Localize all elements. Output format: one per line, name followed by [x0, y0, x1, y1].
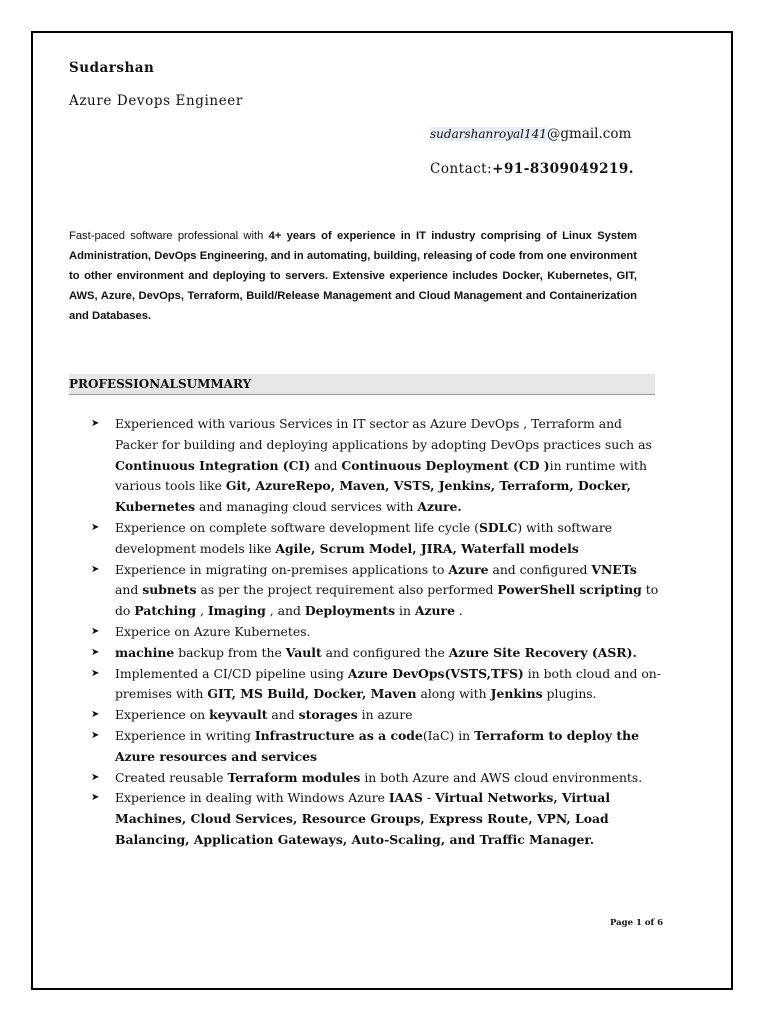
bullet-text: and [115, 582, 143, 598]
bullet-text: keyvault [209, 707, 268, 723]
bullet-text: Infrastructure as a code [254, 727, 423, 743]
arrowhead-bullet-icon: ➤ [91, 792, 100, 804]
arrowhead-bullet-icon: ➤ [91, 771, 100, 783]
bullet-text: . [454, 603, 463, 619]
bullet-text: and [310, 457, 342, 473]
summary-bullet [91, 664, 661, 706]
bullet-text: Experience in writing [115, 727, 255, 743]
email-domain: @gmail.com [546, 126, 632, 142]
bullet-text: and configured [488, 561, 592, 577]
bullet-text: plugins. [542, 686, 597, 702]
bullet-text: Jenkins [490, 686, 543, 702]
bullet-text: Terraform to deploy the Azure resources and services [115, 727, 640, 764]
bullet-text: Deployments [304, 603, 396, 619]
bullet-text: in both cloud and on-premises with [115, 665, 661, 702]
bullet-text: VNETs [591, 561, 637, 577]
bullet-text: Azure DevOps(VSTS,TFS) [347, 665, 524, 681]
bullet-text: Terraform modules [227, 769, 361, 785]
bullet-text: Experience on [115, 707, 210, 723]
contact-label: Contact: [430, 161, 493, 177]
bullet-text: Git, AzureRepo, Maven, VSTS, Jenkins, Terraform, Docker, Kubernetes [115, 478, 631, 515]
bullet-text: Created reusable [115, 769, 228, 785]
arrowhead-bullet-icon: ➤ [91, 709, 100, 721]
bullet-text: IAAS [388, 790, 423, 806]
candidate-name: Sudarshan [69, 60, 155, 76]
bullet-text: Virtual Networks, Virtual Machines, Cloud Services, Resource Groups, Express Route, VPN, Load Balancing, Application Gateways, Auto-Scaling, and Traffic Manager. [115, 790, 611, 847]
bullet-text: Imaging [207, 603, 266, 619]
bullet-text: and configured the [321, 644, 449, 660]
bullet-text: Experience in migrating on-premises applications to [115, 561, 449, 577]
arrowhead-bullet-icon: ➤ [91, 667, 100, 679]
arrowhead-bullet-icon: ➤ [91, 563, 100, 575]
intro-text: 4+ years of experience in IT industry comprising of Linux System Administration, DevOps Engineering, and in automating, building, releasing of code from one environment to other environment and deploying to servers. Extensive experience includes Docker, Kubernetes, GIT, AWS, Azure, DevOps, Terraform, Build/Release Management and Cloud Management and Containerization and Databases. [69, 230, 637, 322]
bullet-text: Patching [134, 603, 197, 619]
summary-bullet [91, 560, 661, 622]
page-number: Page 1 of 6 [610, 918, 664, 928]
arrowhead-bullet-icon: ➤ [91, 646, 100, 658]
bullet-text: Azure [448, 561, 489, 577]
intro-paragraph [69, 226, 637, 326]
section-heading: PROFESSIONALSUMMARY [69, 374, 655, 395]
bullet-text: Experience in dealing with Windows Azure [115, 790, 389, 806]
bullet-text: and [267, 707, 299, 723]
bullet-text: Experienced with various Services in IT sector as Azure DevOps , Terraform and Packer for building and deploying applications by adopting DevOps practices such as [115, 416, 652, 452]
bullet-text: Azure. [417, 499, 462, 515]
bullet-text: Continuous Integration (CI) [115, 457, 311, 473]
contact-line [430, 161, 634, 177]
bullet-text: storages [298, 707, 358, 723]
bullet-text: as per the project requirement also performed [196, 582, 498, 598]
bullet-text: in runtime with various tools like [115, 457, 647, 494]
intro-text: Fast-paced software professional with [69, 230, 269, 242]
bullet-text: PowerShell scripting [497, 582, 642, 598]
summary-bullet [91, 414, 661, 518]
bullet-text: along with [416, 686, 491, 702]
bullet-text: - [422, 790, 435, 806]
summary-bullet [91, 622, 661, 643]
arrowhead-bullet-icon: ➤ [91, 729, 100, 741]
bullet-text: Implemented a CI/CD pipeline using [115, 665, 348, 681]
bullet-text: in [395, 603, 415, 619]
summary-bullet [91, 518, 661, 560]
summary-bullet [91, 768, 661, 789]
bullet-text: (IaC) in [422, 727, 475, 743]
email-address[interactable] [430, 126, 631, 142]
arrowhead-bullet-icon: ➤ [91, 625, 100, 637]
summary-bullet [91, 726, 661, 768]
bullet-text: Azure [414, 603, 455, 619]
summary-bullet-list [91, 414, 661, 851]
bullet-text: SDLC [478, 519, 518, 535]
bullet-text: GIT, MS Build, Docker, Maven [207, 686, 417, 702]
bullet-text: , and [265, 603, 305, 619]
bullet-text: , [196, 603, 208, 619]
summary-bullet [91, 705, 661, 726]
bullet-text: in azure [357, 707, 413, 723]
bullet-text: Experice on Azure Kubernetes. [115, 623, 311, 639]
email-user[interactable]: sudarshanroyal141 [430, 127, 547, 141]
job-title: Azure Devops Engineer [69, 93, 243, 109]
contact-number: +91-8309049219. [492, 161, 635, 177]
bullet-text: Experience on complete software development life cycle ( [115, 519, 479, 535]
summary-bullet [91, 788, 661, 850]
arrowhead-bullet-icon: ➤ [91, 521, 100, 533]
bullet-text: backup from the [174, 644, 286, 660]
resume-page [31, 31, 733, 990]
summary-bullet [91, 643, 661, 664]
arrowhead-bullet-icon: ➤ [91, 418, 100, 429]
bullet-text: in both Azure and AWS cloud environments. [360, 769, 643, 785]
bullet-text: subnets [142, 582, 197, 598]
bullet-text: to do [115, 582, 659, 619]
bullet-text: Azure Site Recovery (ASR). [448, 644, 637, 660]
bullet-text: machine [115, 644, 175, 660]
bullet-text: Agile, Scrum Model, JIRA, Waterfall models [275, 540, 579, 556]
bullet-text: ) with software development models like [115, 519, 613, 556]
bullet-text: and managing cloud services with [195, 499, 418, 515]
bullet-text: Vault [285, 644, 322, 660]
bullet-text: Continuous Deployment (CD ) [341, 457, 550, 473]
